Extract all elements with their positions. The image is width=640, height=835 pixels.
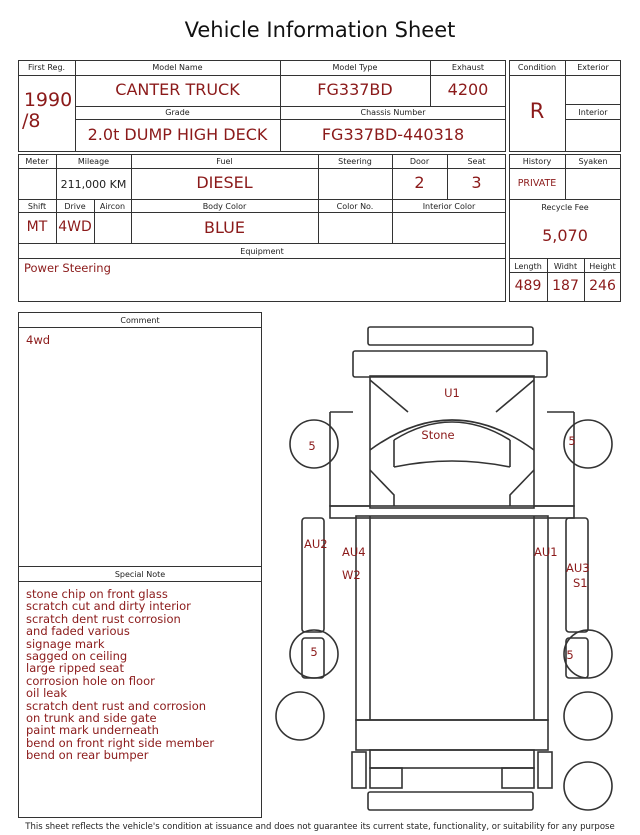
special-note-item: corrosion hole on floor — [26, 673, 155, 688]
mark-au2: AU2 — [304, 537, 328, 551]
mark-u1: U1 — [444, 386, 460, 400]
special-notes-list — [26, 588, 214, 762]
length-value: 489 — [514, 278, 542, 294]
height-value: 246 — [589, 278, 616, 294]
special-note-label: Special Note — [114, 570, 166, 579]
equipment-label: Equipment — [240, 247, 284, 256]
seat-value: 3 — [471, 173, 482, 192]
comment-label: Comment — [120, 316, 160, 325]
history-label: History — [522, 157, 552, 166]
drive-value: 4WD — [58, 219, 92, 235]
model-type-label: Model Type — [332, 63, 378, 72]
special-note-item: scratch cut and dirty interior — [26, 599, 191, 614]
aircon-label: Aircon — [99, 202, 126, 211]
mark-au1: AU1 — [534, 545, 558, 559]
seat-label: Seat — [467, 157, 486, 166]
special-note-item: signage mark — [26, 636, 105, 651]
special-note-item: and faded various — [26, 624, 130, 639]
mark-front-right-wheel: 5 — [568, 434, 576, 448]
width-value: 187 — [552, 278, 579, 294]
special-note-item: stone chip on front glass — [26, 587, 168, 601]
special-note-item: scratch dent rust corrosion — [26, 611, 181, 626]
door-value: 2 — [414, 173, 425, 192]
first-reg-year: 1990 — [23, 89, 73, 111]
exhaust-value: 4200 — [447, 80, 489, 99]
color-no-label: Color No. — [336, 202, 374, 211]
model-type-value: FG337BD — [317, 80, 393, 99]
exterior-label: Exterior — [577, 63, 609, 72]
special-note-item: bend on rear bumper — [26, 748, 149, 763]
recycle-fee-label: Recycle Fee — [541, 203, 589, 212]
fuel-value: DIESEL — [196, 173, 253, 192]
condition-grade: R — [529, 99, 545, 123]
equipment-value: Power Steering — [24, 261, 111, 275]
mark-au4: AU4 — [342, 545, 366, 559]
special-note-item: paint mark underneath — [26, 723, 159, 738]
mark-rear-right-wheel: 5 — [566, 648, 574, 662]
syaken-label: Syaken — [578, 157, 608, 166]
special-note-item: sagged on ceiling — [26, 649, 128, 664]
mileage-value: 211,000 KM — [60, 178, 127, 191]
model-name-label: Model Name — [152, 63, 203, 72]
first-reg-month: /8 — [22, 110, 41, 132]
body-color-label: Body Color — [202, 202, 247, 211]
width-label: Widht — [553, 262, 578, 271]
recycle-fee-value: 5,070 — [542, 226, 588, 245]
interior-label: Interior — [578, 108, 608, 117]
exhaust-label: Exhaust — [451, 63, 485, 72]
mark-rear-left-wheel: 5 — [310, 645, 318, 659]
mileage-label: Mileage — [77, 157, 110, 166]
page-title: Vehicle Information Sheet — [184, 18, 456, 42]
special-note-item: on trunk and side gate — [26, 711, 157, 726]
body-color-value: BLUE — [204, 218, 245, 237]
shift-value: MT — [26, 219, 48, 235]
special-note-item: large ripped seat — [26, 661, 124, 676]
door-label: Door — [409, 157, 430, 166]
history-value: PRIVATE — [517, 178, 557, 189]
grade-value: 2.0t DUMP HIGH DECK — [87, 125, 268, 144]
special-note-item: bend on front right side member — [26, 735, 215, 750]
height-label: Height — [589, 262, 616, 271]
condition-label: Condition — [517, 63, 557, 72]
meter-label: Meter — [25, 157, 49, 166]
special-note-item: oil leak — [26, 686, 68, 701]
special-note-item: scratch dent rust and corrosion — [26, 698, 207, 713]
mark-stone: Stone — [421, 428, 455, 442]
shift-label: Shift — [27, 202, 47, 211]
first-reg-label: First Reg. — [27, 63, 66, 72]
mark-front-left-wheel: 5 — [308, 439, 316, 453]
mark-au3: AU3 — [566, 561, 590, 575]
fuel-label: Fuel — [216, 157, 233, 166]
drive-label: Drive — [64, 202, 86, 211]
mark-w2: W2 — [342, 568, 361, 582]
mark-s1: S1 — [573, 576, 588, 590]
interior-color-label: Interior Color — [422, 202, 476, 211]
comment-text: 4wd — [26, 333, 51, 347]
steering-label: Steering — [338, 157, 372, 166]
chassis-number-value: FG337BD-440318 — [321, 125, 465, 144]
vehicle-condition-diagram — [268, 320, 630, 816]
model-name-value: CANTER TRUCK — [115, 80, 240, 99]
disclaimer-footer: This sheet reflects the vehicle's condition at issuance and does not guarantee its current state, functionality, or suitability for any purpose — [25, 822, 615, 832]
chassis-number-label: Chassis Number — [360, 108, 426, 117]
grade-label: Grade — [165, 108, 190, 117]
length-label: Length — [514, 262, 542, 271]
